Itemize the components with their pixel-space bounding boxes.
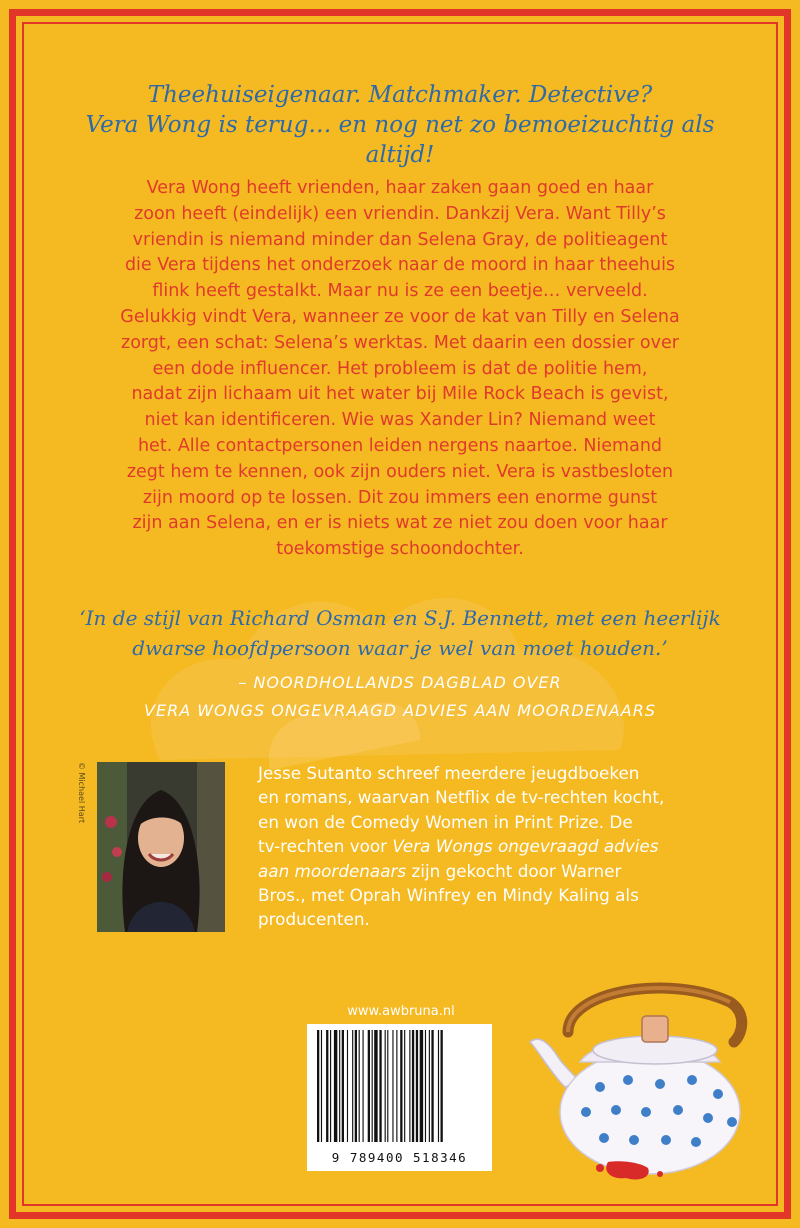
- barcode-bar: [334, 1030, 337, 1142]
- photo-credit-text: © Michael Hart: [77, 762, 86, 824]
- barcode-bar: [396, 1030, 397, 1142]
- blurb-line: Gelukkig vindt Vera, wanneer ze voor de kat van Tilly en Selena: [120, 306, 680, 327]
- barcode-bar: [387, 1030, 388, 1142]
- author-bio: [258, 761, 728, 932]
- barcode-bar: [425, 1030, 426, 1142]
- barcode-bar: [379, 1030, 381, 1142]
- barcode-bar: [352, 1030, 353, 1142]
- review-attribution-line-2: VERA WONGS ONGEVRAAGD ADVIES AAN MOORDENAARS: [144, 701, 656, 720]
- blurb-line: zijn moord op te lossen. Dit zou immers een enorme gunst: [142, 487, 658, 508]
- barcode-bar: [409, 1030, 410, 1142]
- review-quote-line-1: ‘In de stijl van Richard Osman en S.J. Bennett, met een heerlijk: [79, 606, 721, 630]
- author-bio-line: en romans, waarvan Netflix de tv-rechten kocht,: [258, 787, 665, 808]
- teapot-illustration: [520, 972, 760, 1182]
- author-bio-text: zijn gekocht door Warner: [406, 860, 622, 881]
- author-bio-line: Bros., met Oprah Winfrey en Mindy Kaling als: [258, 885, 639, 906]
- barcode-bar: [385, 1030, 386, 1142]
- isbn-number: 9 789400 518346: [331, 1150, 468, 1165]
- barcode-bar: [438, 1030, 439, 1142]
- barcode-bar: [431, 1030, 433, 1142]
- barcode-bar: [317, 1030, 319, 1142]
- blurb: [90, 176, 710, 563]
- book-title-italic: Vera Wongs ongevraagd advies: [392, 836, 659, 857]
- barcode-bar: [326, 1030, 328, 1142]
- review-attribution-line-1: – NOORDHOLLANDS DAGBLAD OVER: [238, 673, 562, 692]
- blurb-line: die Vera tijdens het onderzoek naar de moord in haar theehuis: [124, 255, 676, 276]
- barcode-bar: [429, 1030, 430, 1142]
- barcode-bar: [416, 1030, 418, 1142]
- author-photo: [97, 762, 225, 932]
- blurb-line: Vera Wong heeft vrienden, haar zaken gaan goed en haar: [146, 178, 654, 198]
- barcode-bar: [355, 1030, 357, 1142]
- author-bio-line: en won de Comedy Women in Print Prize. De: [258, 811, 633, 832]
- blurb-line: nadat zijn lichaam uit het water bij Mile Rock Beach is gevist,: [131, 384, 669, 405]
- barcode-bar: [321, 1030, 322, 1142]
- barcode-bar: [412, 1030, 414, 1142]
- barcode-bar: [404, 1030, 405, 1142]
- review-quote-line-2: dwarse hoofdpersoon waar je wel van moet houden.’: [132, 636, 668, 660]
- barcode-bar: [347, 1030, 348, 1142]
- blurb-line: flink heeft gestalkt. Maar nu is ze een beetje… verveeld.: [152, 281, 648, 302]
- author-bio-line: producenten.: [258, 909, 370, 930]
- blurb-line: een dode influencer. Het probleem is dat de politie hem,: [152, 358, 648, 379]
- isbn-barcode: [307, 1024, 492, 1171]
- blurb-line: zegt hem te kennen, ook zijn ouders niet. Vera is vastbesloten: [126, 461, 674, 482]
- blurb-line: zorgt, een schat: Selena’s werktas. Met daarin een dossier over: [121, 332, 679, 353]
- barcode-bar: [363, 1030, 364, 1142]
- barcode-bar: [342, 1030, 344, 1142]
- photo-credit: [78, 762, 94, 852]
- review-attribution: [70, 669, 730, 725]
- barcode-bar: [400, 1030, 402, 1142]
- blurb-line: zijn aan Selena, en er is niets wat ze niet zou doen voor haar: [132, 513, 668, 534]
- barcode-bar: [372, 1030, 373, 1142]
- blurb-line: niet kan identificeren. Wie was Xander Lin? Niemand weet: [144, 410, 656, 431]
- review-quote: [70, 603, 730, 663]
- blurb-line: toekomstige schoondochter.: [276, 539, 524, 560]
- barcode-bar: [392, 1030, 393, 1142]
- headline-line-1: Theehuiseigenaar. Matchmaker. Detective?: [147, 82, 653, 108]
- barcode-bar: [374, 1030, 377, 1142]
- book-title-italic: aan moordenaars: [258, 860, 407, 881]
- barcode-bar: [330, 1030, 331, 1142]
- barcode-bar: [339, 1030, 340, 1142]
- author-bio-line: [258, 834, 728, 858]
- blurb-line: vriendin is niemand minder dan Selena Gray, de politieagent: [132, 229, 668, 250]
- blurb-line: het. Alle contactpersonen leiden nergens naartoe. Niemand: [137, 435, 663, 456]
- publisher-url[interactable]: www.awbruna.nl: [347, 1004, 455, 1019]
- barcode-bar: [420, 1030, 423, 1142]
- author-bio-line: [258, 859, 728, 883]
- headline: [60, 80, 740, 170]
- headline-line-2: Vera Wong is terug… en nog net zo bemoeizuchtig als altijd!: [85, 112, 715, 168]
- barcode-bars: [315, 1030, 484, 1142]
- author-bio-line: Jesse Sutanto schreef meerdere jeugdboeken: [258, 763, 640, 783]
- barcode-bar: [441, 1030, 443, 1142]
- barcode-bar: [368, 1030, 370, 1142]
- author-bio-text: tv-rechten voor: [258, 836, 393, 857]
- blurb-line: zoon heeft (eindelijk) een vriendin. Dankzij Vera. Want Tilly’s: [134, 203, 666, 224]
- barcode-bar: [359, 1030, 360, 1142]
